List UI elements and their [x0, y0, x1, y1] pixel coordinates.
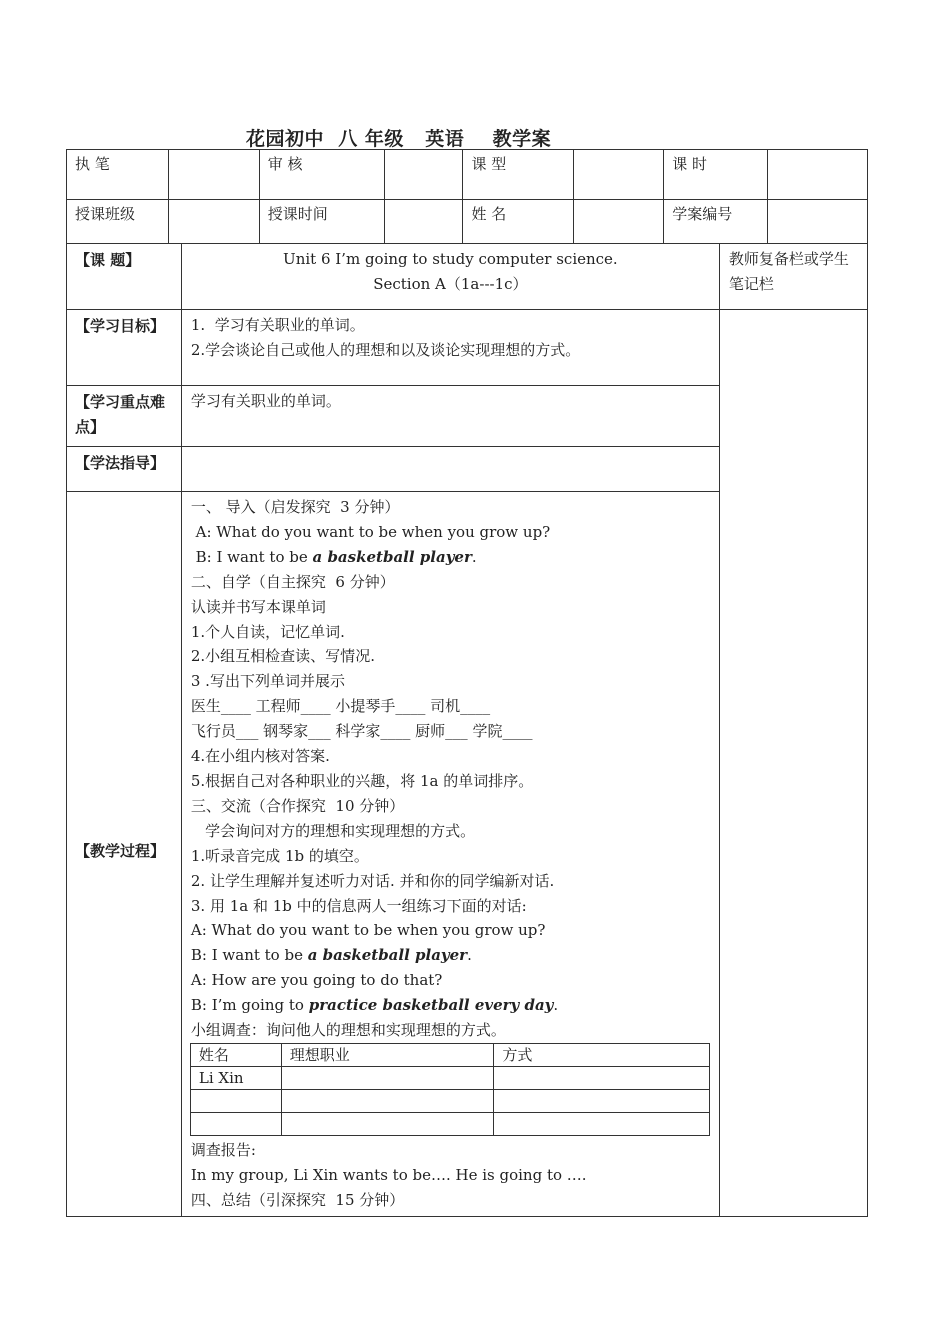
- lesson-table: [66, 243, 868, 1217]
- survey-title: 小组调查：询问他人的理想和实现理想的方式。: [190, 1021, 506, 1040]
- step-line: 1.个人自读，记忆单词.: [190, 622, 345, 641]
- notes-column-header: 教师复备栏或学生笔记栏: [719, 244, 867, 310]
- step-line: 4.在小组内核对答案.: [190, 747, 330, 766]
- emphasis-text: a basketball player: [312, 547, 472, 566]
- header-label-class: 授课班级: [67, 200, 169, 244]
- objective-item: 1. 学习有关职业的单词。: [190, 316, 365, 334]
- header-value-class: [168, 200, 259, 244]
- header-value-reviewer: [384, 150, 463, 200]
- step-line: 认读并书写本课单词: [190, 597, 326, 616]
- header-value-time: [384, 200, 463, 244]
- step-line: 3. 用 1a 和 1b 中的信息两人一组练习下面的对话:: [190, 896, 527, 915]
- survey-cell: [190, 1089, 281, 1112]
- report-title: 调查报告:: [190, 1140, 256, 1159]
- topic-unit: Unit 6 I’m going to study computer science.: [283, 250, 618, 268]
- vocab-blanks: 医生____ 工程师____ 小提琴手____ 司机____: [190, 697, 491, 716]
- survey-cell: [281, 1066, 494, 1089]
- step-line: 2. 让学生理解并复述听力对话. 并和你的同学编新对话.: [190, 871, 555, 890]
- section-title: 一、 导入（启发探究 3 分钟）: [190, 498, 400, 516]
- section-title: 四、总结（引深探究 15 分钟）: [190, 1190, 405, 1209]
- header-label-reviewer: 审 核: [259, 150, 384, 200]
- survey-header-job: 理想职业: [281, 1043, 494, 1066]
- survey-cell: [494, 1066, 710, 1089]
- process-label: 【教学过程】: [67, 492, 182, 1217]
- key-points-text: 学习有关职业的单词。: [181, 386, 719, 447]
- emphasis-text: a basketball player: [307, 946, 468, 965]
- header-label-plan-number: 学案编号: [664, 200, 768, 244]
- step-line: 1.听录音完成 1b 的填空。: [190, 846, 369, 865]
- step-line: 学会询问对方的理想和实现理想的方式。: [190, 821, 476, 840]
- step-line: 2.小组互相检查读、写情况.: [190, 647, 375, 666]
- topic-label: 【课 题】: [67, 244, 182, 310]
- survey-cell: Li Xin: [190, 1066, 281, 1089]
- step-line: 5.根据自己对各种职业的兴趣，将 1a 的单词排序。: [190, 771, 534, 790]
- emphasis-text: practice basketball every day: [308, 996, 554, 1015]
- key-points-label: 【学习重点难点】: [67, 386, 182, 447]
- dialogue-line: A: How are you going to do that?: [190, 971, 443, 990]
- topic-section: Section A（1a---1c）: [373, 274, 528, 293]
- header-label-time: 授课时间: [259, 200, 384, 244]
- header-value-writer: [168, 150, 259, 200]
- topic-cell: [181, 244, 719, 310]
- dialogue-line: A: What do you want to be when you grow up?: [190, 522, 551, 541]
- objectives-cell: [181, 310, 719, 386]
- method-text: [181, 447, 719, 492]
- survey-cell: [494, 1112, 710, 1135]
- survey-table: [190, 1043, 710, 1136]
- dialogue-line: A: What do you want to be when you grow up?: [190, 921, 546, 940]
- header-table: [66, 149, 868, 244]
- survey-header-name: 姓名: [190, 1043, 281, 1066]
- vocab-blanks: 飞行员___ 钢琴家___ 科学家____ 厨师___ 学院____: [190, 722, 533, 741]
- header-value-period: [768, 150, 868, 200]
- header-label-lesson-type: 课 型: [463, 150, 574, 200]
- header-value-plan-number: [768, 200, 868, 244]
- survey-cell: [190, 1112, 281, 1135]
- notes-column: [719, 310, 867, 1217]
- dialogue-line: B: I want to be a basketball player.: [190, 547, 477, 566]
- survey-cell: [281, 1089, 494, 1112]
- header-label-period: 课 时: [664, 150, 768, 200]
- survey-cell: [281, 1112, 494, 1135]
- dialogue-line: B: I want to be a basketball player.: [190, 946, 472, 965]
- header-label-writer: 执 笔: [67, 150, 169, 200]
- page-title: 花园初中 八 年级 英语 教学案: [246, 128, 552, 150]
- survey-header-way: 方式: [494, 1043, 710, 1066]
- header-value-name: [574, 200, 664, 244]
- process-cell: [181, 492, 719, 1217]
- survey-cell: [494, 1089, 710, 1112]
- dialogue-line: B: I’m going to practice basketball every day.: [190, 996, 559, 1015]
- section-title: 二、自学（自主探究 6 分钟）: [190, 572, 395, 591]
- method-label: 【学法指导】: [67, 447, 182, 492]
- report-text: In my group, Li Xin wants to be…. He is going to ….: [190, 1165, 587, 1184]
- objectives-label: 【学习目标】: [67, 310, 182, 386]
- step-line: 3 .写出下列单词并展示: [190, 672, 345, 691]
- header-value-lesson-type: [574, 150, 664, 200]
- section-title: 三、交流（合作探究 10 分钟）: [190, 796, 405, 815]
- header-label-name: 姓 名: [463, 200, 574, 244]
- objective-item: 2.学会谈论自己或他人的理想和以及谈论实现理想的方式。: [190, 340, 581, 359]
